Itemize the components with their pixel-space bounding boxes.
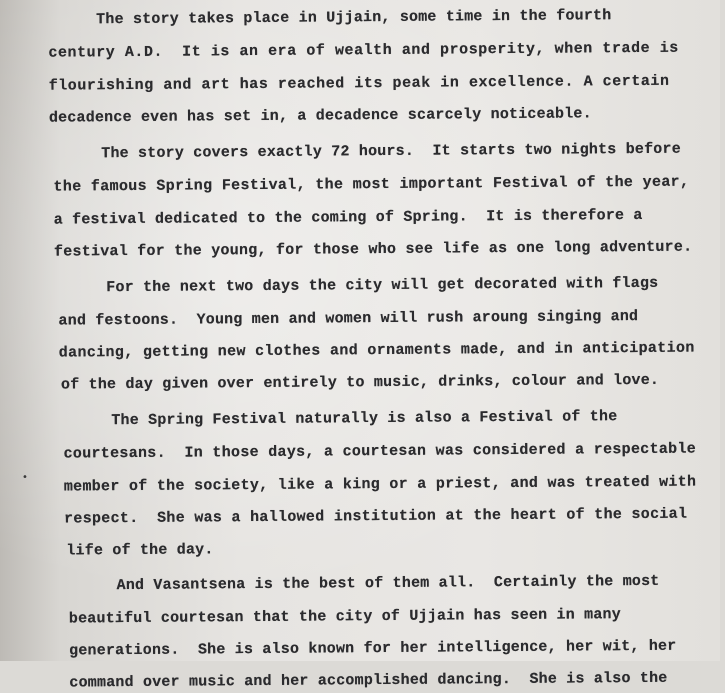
text-line: the famous Spring Festival, the most important Festival of the year, (53, 173, 690, 196)
text-line: century A.D. It is an era of wealth and prosperity, when trade is (48, 39, 679, 62)
text-line: beautiful courtesan that the city of Ujjain has seen in many (68, 606, 622, 628)
text-line: The story takes place in Ujjain, some time in the fourth (96, 7, 612, 29)
text-line: courtesans. In those days, a courtesan was considered a respectable (63, 440, 697, 463)
text-line: dancing, getting new clothes and ornaments made, and in anticipation (58, 339, 695, 362)
text-line: decadence even has set in, a decadence scarcely noticeable. (48, 105, 592, 127)
margin-mark: • (22, 472, 28, 483)
text-line: life of the day. (66, 541, 214, 560)
text-line: The story covers exactly 72 hours. It starts two nights before (101, 140, 681, 163)
text-line: And Vasantsena is the best of them all. Certainly the most (116, 572, 660, 595)
text-line: generations. She is also known for her intelligence, her wit, her (69, 637, 677, 660)
text-line: For the next two days the city will get decorated with flags (106, 274, 659, 297)
text-line: of the day given over entirely to music, drinks, colour and love. (60, 371, 660, 394)
text-line: command over music and her accomplished dancing. She is also the (69, 669, 668, 692)
text-line: The Spring Festival naturally is also a Festival of the (111, 408, 618, 430)
text-line: a festival dedicated to the coming of Spring. It is therefore a (53, 206, 643, 229)
text-line: flourishing and art has reached its peak in excellence. A certain (48, 72, 670, 95)
text-line: respect. She was a hallowed institution at the heart of the social (64, 505, 688, 528)
text-line: festival for the young, for those who see life as one long adventure. (53, 238, 693, 261)
text-line: and festoons. Young men and women will rush aroung singing and (58, 307, 639, 330)
text-line: member of the society, like a king or a priest, and was treated with (63, 473, 697, 496)
